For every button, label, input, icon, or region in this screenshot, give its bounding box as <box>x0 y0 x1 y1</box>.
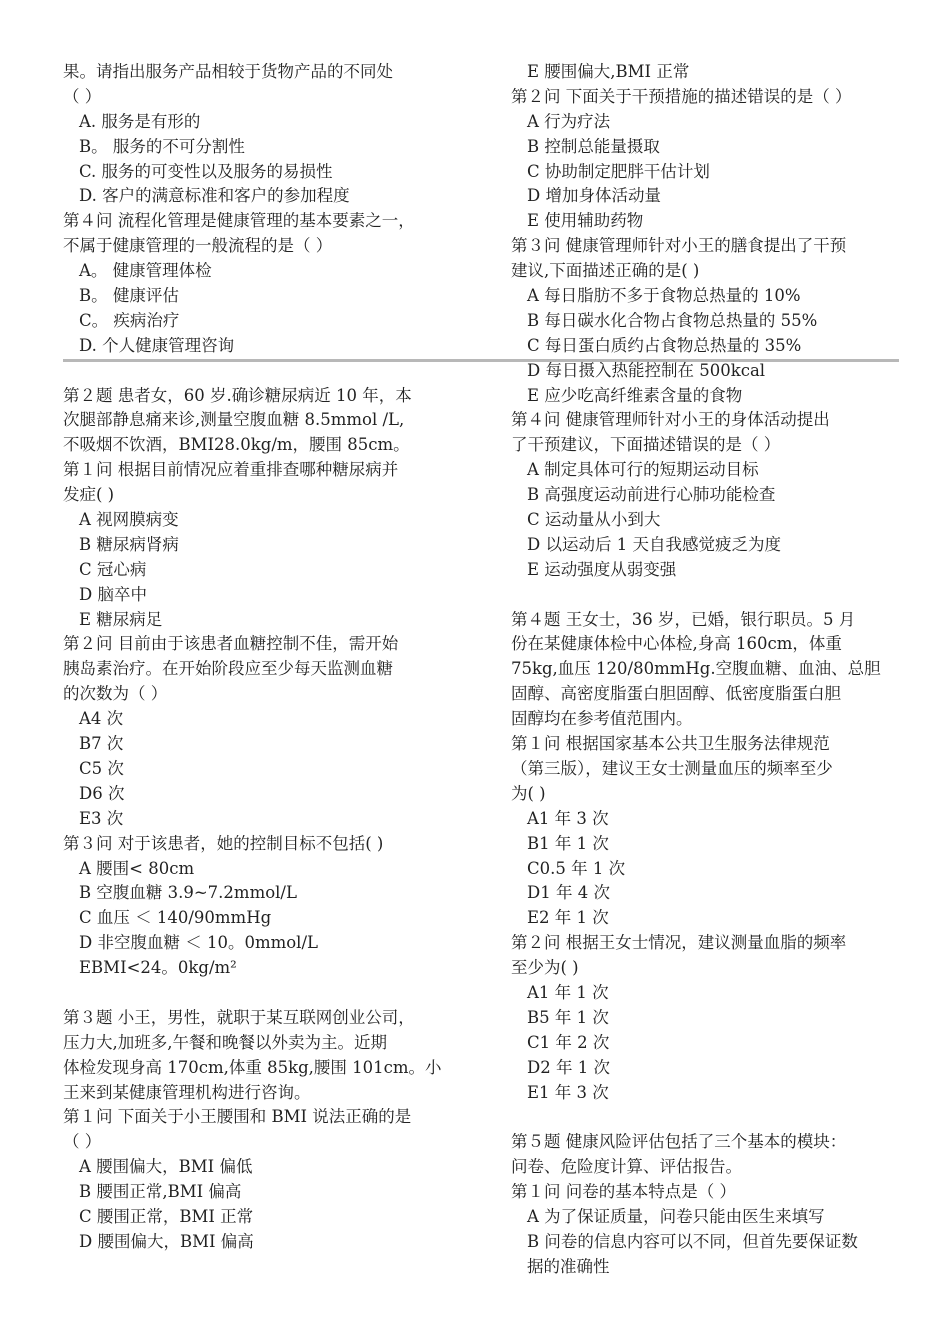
question-text-line: 不吸烟不饮酒，BMI28.0kg/m，腰围 85cm。 <box>63 435 410 455</box>
option-line: A 腰围< 80cm <box>79 858 195 878</box>
question-text-line: 第４问 流程化管理是健康管理的基本要素之一， <box>63 211 415 231</box>
option-line: D 非空腹血糖 ＜ 10。0mmol/L <box>79 933 318 953</box>
option-line: D 增加身体活动量 <box>527 186 661 206</box>
option-line: A 每日脂肪不多于食物总热量的 10% <box>527 286 801 306</box>
option-line: B 糖尿病肾病 <box>79 534 179 554</box>
option-line: E2 年 1 次 <box>527 908 609 928</box>
blank-line <box>63 359 475 384</box>
option-line: D 脑卒中 <box>79 584 147 604</box>
question-text-line: 第２问 目前由于该患者血糖控制不佳，需开始 <box>63 634 399 654</box>
option-line: E1 年 3 次 <box>527 1082 609 1102</box>
option-line: E 应少吃高纤维素含量的食物 <box>527 385 743 405</box>
question-text-line: 次腿部静息痛来诊,测量空腹血糖 8.5mmol /L, <box>63 410 405 430</box>
option-line: C1 年 2 次 <box>527 1032 610 1052</box>
option-line: B5 年 1 次 <box>527 1007 609 1027</box>
option-line: A 视网膜病变 <box>79 510 179 530</box>
question-text-line: 第３题 小王，男性，就职于某互联网创业公司， <box>63 1007 415 1027</box>
option-line: C 运动量从小到大 <box>527 510 661 530</box>
option-line: D 以运动后 1 天自我感觉疲乏为度 <box>527 534 781 554</box>
option-line: C5 次 <box>79 758 124 778</box>
question-text-line: 问卷、危险度计算、评估报告。 <box>511 1157 742 1177</box>
question-text-line: 不属于健康管理的一般流程的是（ ） <box>63 236 333 256</box>
option-line: A 为了保证质量，问卷只能由医生来填写 <box>527 1206 825 1226</box>
option-line: C 腰围正常，BMI 正常 <box>79 1206 254 1226</box>
question-text-line: 了干预建议，下面描述错误的是（ ） <box>511 435 781 455</box>
question-text-line: 第４问 健康管理师针对小王的身体活动提出 <box>511 410 830 430</box>
right-column <box>511 60 916 1280</box>
option-line: A4 次 <box>79 709 124 729</box>
option-line: D2 年 1 次 <box>527 1057 610 1077</box>
question-text-line: 第３问 对于该患者，她的控制目标不包括( ) <box>63 833 384 853</box>
option-line: B 高强度运动前进行心肺功能检查 <box>527 485 776 505</box>
option-line: E 腰围偏大,BMI 正常 <box>527 62 690 81</box>
option-line: A。 健康管理体检 <box>79 261 212 281</box>
option-line: D. 客户的满意标准和客户的参加程度 <box>79 186 350 206</box>
question-text-line: 第２问 下面关于干预措施的描述错误的是（ ） <box>511 86 852 106</box>
question-text-line: 第５题 健康风险评估包括了三个基本的模块： <box>511 1132 847 1152</box>
option-line: A 腰围偏大，BMI 偏低 <box>79 1157 253 1177</box>
left-column <box>63 60 475 1255</box>
question-text-line: 第１问 问卷的基本特点是（ ） <box>511 1182 736 1202</box>
question-text-line: （ ） <box>63 86 102 106</box>
question-text-line: 发症( ) <box>63 485 115 505</box>
option-line: C0.5 年 1 次 <box>527 858 626 878</box>
option-line: C 协助制定肥胖干估计划 <box>527 161 710 181</box>
question-text-line: 第２问 根据王女士情况，建议测量血脂的频率 <box>511 933 847 953</box>
option-line: C 每日蛋白质约占食物总热量的 35% <box>527 335 802 355</box>
option-line: B7 次 <box>79 734 124 754</box>
question-text-line: 第４题 王女士，36 岁，已婚，银行职员。5 月 <box>511 609 856 629</box>
option-line: C 冠心病 <box>79 559 147 579</box>
question-text-line: 建议,下面描述正确的是( ) <box>511 261 700 281</box>
question-text-line: 至少为( ) <box>511 958 579 978</box>
blank-line <box>511 1105 916 1130</box>
question-text-line: 果。请指出服务产品相较于货物产品的不同处 <box>63 62 393 81</box>
question-text-line: 第１问 根据目前情况应着重排查哪种糖尿病并 <box>63 460 399 480</box>
question-text-line: 固醇、高密度脂蛋白胆固醇、低密度脂蛋白胆 <box>511 684 841 704</box>
option-line: 据的准确性 <box>527 1256 610 1276</box>
option-line: A. 服务是有形的 <box>79 111 201 131</box>
blank-line <box>511 583 916 608</box>
question-text-line: 压力大,加班多,午餐和晚餐以外卖为主。近期 <box>63 1032 387 1052</box>
option-line: A 行为疗法 <box>527 111 611 131</box>
option-line: B1 年 1 次 <box>527 833 609 853</box>
option-line: E 使用辅助药物 <box>527 211 644 231</box>
option-line: E 运动强度从弱变强 <box>527 559 677 579</box>
option-line: A1 年 3 次 <box>527 808 609 828</box>
option-line: B 腰围正常,BMI 偏高 <box>79 1182 242 1202</box>
option-line: E 糖尿病足 <box>79 609 163 629</box>
option-line: EBMI<24。0kg/m² <box>79 958 237 978</box>
question-text-line: 第１问 根据国家基本公共卫生服务法律规范 <box>511 734 830 754</box>
question-text-line: 第１问 下面关于小王腰围和 BMI 说法正确的是 <box>63 1107 412 1127</box>
option-line: D 腰围偏大，BMI 偏高 <box>79 1231 254 1251</box>
option-line: D6 次 <box>79 783 125 803</box>
option-line: C. 服务的可变性以及服务的易损性 <box>79 161 333 181</box>
question-text-line: 第２题 患者女，60 岁.确诊糖尿病近 10 年，本 <box>63 385 412 405</box>
question-text-line: 份在某健康体检中心体检,身高 160cm，体重 <box>511 634 842 654</box>
option-line: A1 年 1 次 <box>527 982 609 1002</box>
question-text-line: 为( ) <box>511 783 546 803</box>
question-text-line: 胰岛素治疗。在开始阶段应至少每天监测血糖 <box>63 659 393 679</box>
question-text-line: 75kg,血压 120/80mmHg.空腹血糖、血油、总胆 <box>511 659 881 679</box>
question-text-line: 固醇均在参考值范围内。 <box>511 709 693 729</box>
option-line: E3 次 <box>79 808 124 828</box>
question-text-line: 王来到某健康管理机构进行咨询。 <box>63 1082 311 1102</box>
option-line: B。 服务的不可分割性 <box>79 136 245 156</box>
option-line: A 制定具体可行的短期运动目标 <box>527 460 759 480</box>
option-line: B 空腹血糖 3.9~7.2mmol/L <box>79 883 297 903</box>
blank-line <box>63 981 475 1006</box>
option-line: C 血压 ＜ 140/90mmHg <box>79 908 272 928</box>
option-line: D. 个人健康管理咨询 <box>79 335 235 355</box>
option-line: D 每日摄入热能控制在 500kcal <box>527 360 766 380</box>
option-line: B。 健康评估 <box>79 286 179 306</box>
option-line: D1 年 4 次 <box>527 883 610 903</box>
option-line: B 问卷的信息内容可以不同，但首先要保证数 <box>527 1231 858 1251</box>
question-text-line: 体检发现身高 170cm,体重 85kg,腰围 101cm。小 <box>63 1057 442 1077</box>
option-line: B 控制总能量摄取 <box>527 136 660 156</box>
question-text-line: 第３问 健康管理师针对小王的膳食提出了干预 <box>511 236 847 256</box>
question-text-line: 的次数为（ ） <box>63 684 168 704</box>
question-text-line: （ ） <box>63 1132 102 1152</box>
option-line: C。 疾病治疗 <box>79 310 180 330</box>
option-line: B 每日碳水化合物占食物总热量的 55% <box>527 310 818 330</box>
question-text-line: （第三版），建议王女士测量血压的频率至少 <box>511 758 833 778</box>
